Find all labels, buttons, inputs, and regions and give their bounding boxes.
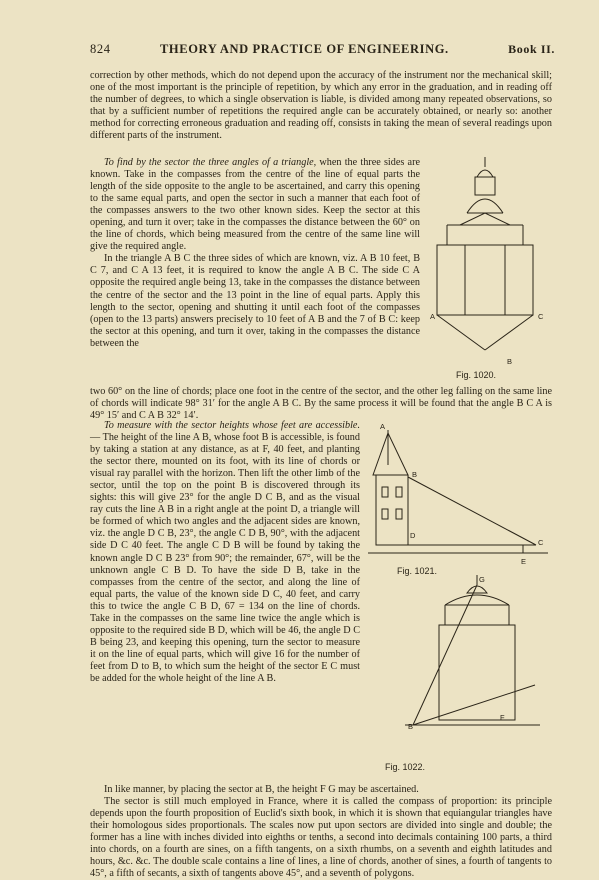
fig1020-label-c: C: [538, 312, 544, 321]
running-header: [90, 42, 555, 60]
paragraph-repetition: correction by other methods, which do not depend upon the accuracy of the instrument nor the mechanical skill; one of the most important is the principle of repetition, by which any error in the graduation, and in reading off the number of degrees, to which a single observation is liable, is divided among many repeated observations, so that by a sufficient number of repetitions the required angle can be accurately obtained, or nearly so: another method for correcting erroneous graduation and reading off, consists in taking the mean of several readings upon different parts of the instrument.: [90, 70, 552, 142]
figure-1021: [368, 425, 558, 565]
fig1021-label-c: C: [538, 538, 544, 547]
fig1021-label-e: E: [521, 557, 527, 566]
section-heading: To find by the sector the three angles of a triangle,: [104, 157, 317, 168]
paragraph: To measure with the sector heights whose feet are accessible. — The height of the line A B, whose foot B is accessible, is found by taking a station at any distance, as at F, 40 feet, and planting the sector there, mounted on its foot, with its line of chords or visual ray parallel with the horizon. Then lift the other limb of the sector, until the top on the point B is discovered through its sights: this will give 23° for the angle D C B, and as the visual ray cuts the line A B in a right angle at the point D, a triangle will be formed of which two angles and the adjacent sides are known, viz. the angle D C B, 23°, the angle C D B, 90°, with the adjacent side D C 40 feet. The angle C D B will be found by taking the known angle D C B 23° from 90°; the remainder, 67°, will be the unknown angle C B D. To have the side D B, take in the compasses from the centre of the sector, and along the line of equal parts, the value of the known side D C, 40 feet, and carry this to twice the angle C B D, 67 = 134 on the line of chords. Take in the compasses on the same line twice the angle which is opposite to the required side B D, which will be 46, the angle D C B being 23, and keeping this opening, turn the sector to measure it on the line of equal parts, which will give 16 for the number of feet from D to B, to which sum the height of the sector E C must be added for the whole height of the line A B.: [90, 420, 360, 684]
fig1020-label-a: A: [430, 312, 436, 321]
paragraph: In like manner, by placing the sector at B, the height F G may be ascertained.: [104, 784, 419, 795]
fig1022-caption: Fig. 1022.: [385, 762, 426, 772]
paragraph: In the triangle A B C the three sides of which are known, viz. A B 10 feet, B C 7, and C A 13 feet, it is required to know the angle A B C. The side C A opposite the required angle being 13, take in the compasses the distance between the centre of the sector and the 13 point in the line of equal parts. Apply this length to the sector, opening and shutting it until each foot of the compasses (open to the 13 parts) answers precisely to 10 feet of A B and the 7 of B C: keep the sector at this opening, and turn it over, taking in the compasses the distance between the: [90, 253, 420, 349]
section-three-angles: [90, 157, 420, 350]
section-heights: [90, 420, 360, 685]
fig1020-caption: Fig. 1020.: [456, 370, 497, 380]
fig1020-label-b: B: [507, 357, 513, 366]
fig1022-label-f: F: [500, 713, 505, 722]
closing-paragraphs: [90, 784, 552, 880]
figure-1020: [425, 155, 560, 380]
book-number: Book II.: [508, 42, 555, 56]
fig1021-caption: Fig. 1021.: [397, 566, 438, 576]
fig1022-label-g: G: [479, 575, 485, 584]
fig1021-label-d: D: [410, 531, 416, 540]
paragraph: To find by the sector the three angles of a triangle, when the three sides are known. Take in the compasses from the centre of the line of equal parts the length of the side opposite to the angle to be ascertained, and carry this opening to the same equal parts, and open the sector in such a manner that each foot of the compasses answers to the two other known sides. Keep the sector at this opening, and turn it over; take in the compasses the distance between the 60° on the line of chords, which being measured from the centre of the same line will give the required angle.: [90, 157, 420, 253]
fig1021-label-b: B: [412, 470, 418, 479]
fig1022-label-b: B: [408, 722, 414, 731]
running-title: THEORY AND PRACTICE OF ENGINEERING.: [160, 42, 449, 56]
figure-1022: [405, 575, 545, 735]
section-heading: To measure with the sector heights whose feet are accessible.: [104, 420, 360, 431]
fig1021-label-a: A: [380, 422, 386, 431]
paragraph-chords: two 60° on the line of chords; place one foot in the centre of the sector, and the other leg falling on the same line of chords will indicate 98° 31′ for the angle A B C. By the same process it will be found that the angle B C A is 49° 15′ and C A B 32° 14′.: [90, 386, 552, 422]
page-number: 824: [90, 42, 111, 56]
paragraph: The sector is still much employed in France, where it is called the compass of proportion: its principle depends upon the fourth proposition of Euclid's sixth book, in which it is shown that equiangular triangles have their homologous sides proportionals. The scales now put upon sectors are divided into single and double; the former has a line with inches divided into eighths or tenths, a second into decimals containing 100 parts, a third into chords, on a fourth are sines, on a fifth tangents, on a sixth rhumbs, on a seventh and eighth latitudes and hours, &c. &c. The double scale contains a line of lines, a line of chords, another of sines, a fourth of tangents to 45°, a fifth of secants, a sixth of tangents above 45°, and a seventh of polygons.: [90, 796, 552, 880]
